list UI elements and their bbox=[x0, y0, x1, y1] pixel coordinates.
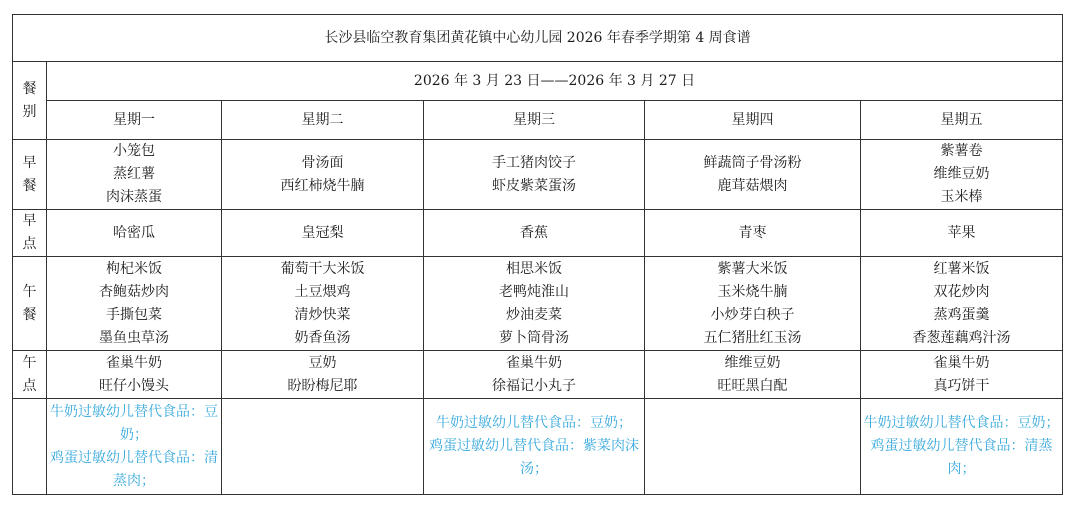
menu-cell-morning-snack-monday bbox=[47, 210, 222, 257]
menu-cell-lunch-friday bbox=[861, 257, 1063, 351]
menu-cell-morning-snack-tuesday bbox=[222, 210, 424, 257]
allergy-note-text: 牛奶过敏幼儿替代食品：豆奶； bbox=[50, 403, 218, 443]
meal-label-char: 午 bbox=[22, 354, 37, 371]
meal-label-lunch bbox=[13, 257, 47, 351]
meal-row-lunch bbox=[13, 257, 1063, 351]
meal-label-char: 点 bbox=[22, 377, 37, 394]
dish-item: 肉沫蒸蛋 bbox=[106, 189, 162, 205]
menu-cell-afternoon-snack-wednesday bbox=[424, 351, 645, 399]
dish-item: 香葱莲藕鸡汁汤 bbox=[912, 329, 1011, 346]
dish-item: 奶香鱼汤 bbox=[294, 329, 351, 346]
day-header-monday: 星期一 bbox=[47, 101, 222, 140]
menu-title: 长沙县临空教育集团黄花镇中心幼儿园 2026 年春季学期第 4 周食谱 bbox=[13, 15, 1063, 62]
meal-row-morning-snack bbox=[13, 210, 1063, 257]
day-header-wednesday: 星期三 bbox=[424, 101, 645, 140]
category-header-char: 餐 bbox=[22, 80, 37, 97]
menu-cell-lunch-wednesday bbox=[424, 257, 645, 351]
allergy-note-text: 牛奶过敏幼儿替代食品：豆奶； bbox=[436, 415, 632, 431]
dish-item: 青枣 bbox=[738, 224, 767, 241]
meal-label-char: 餐 bbox=[22, 306, 37, 323]
dish-item: 鲜蔬筒子骨汤粉 bbox=[703, 154, 802, 171]
weekly-menu-table bbox=[12, 14, 1063, 495]
dish-item: 西红柿烧牛腩 bbox=[280, 177, 365, 194]
dish-item: 豆奶 bbox=[308, 354, 337, 371]
dish-item: 雀巢牛奶 bbox=[933, 354, 990, 371]
dish-item: 玉米烧牛腩 bbox=[717, 283, 788, 300]
dish-item: 虾皮紫菜蛋汤 bbox=[492, 177, 576, 194]
dish-item: 皇冠梨 bbox=[301, 224, 344, 241]
dish-item: 真巧饼干 bbox=[933, 377, 990, 394]
dish-item: 双花炒肉 bbox=[933, 283, 990, 300]
menu-cell-lunch-monday bbox=[47, 257, 222, 351]
allergy-note-wednesday bbox=[424, 399, 645, 495]
dish-item: 蒸鸡蛋羹 bbox=[933, 306, 990, 323]
allergy-notes-row bbox=[13, 399, 1063, 495]
menu-cell-breakfast-monday bbox=[47, 140, 222, 210]
meal-row-afternoon-snack bbox=[13, 351, 1063, 399]
dish-item: 手工猪肉饺子 bbox=[492, 154, 576, 171]
meal-rows bbox=[13, 140, 1063, 399]
dish-item: 蒸红薯 bbox=[113, 166, 155, 182]
dish-item: 盼盼梅尼耶 bbox=[287, 377, 358, 394]
menu-cell-morning-snack-wednesday bbox=[424, 210, 645, 257]
menu-cell-morning-snack-thursday bbox=[645, 210, 861, 257]
dish-item: 骨汤面 bbox=[301, 154, 344, 171]
meal-label-char: 餐 bbox=[22, 177, 37, 194]
meal-label-char: 早 bbox=[22, 154, 37, 171]
meal-label-char: 午 bbox=[22, 283, 37, 300]
dish-item: 五仁猪肚红玉汤 bbox=[703, 329, 802, 346]
dish-item: 维维豆奶 bbox=[724, 354, 781, 371]
dish-item: 雀巢牛奶 bbox=[506, 354, 562, 371]
menu-cell-breakfast-thursday bbox=[645, 140, 861, 210]
menu-cell-afternoon-snack-monday bbox=[47, 351, 222, 399]
menu-cell-afternoon-snack-friday bbox=[861, 351, 1063, 399]
allergy-note-thursday bbox=[645, 399, 861, 495]
dish-item: 枸杞米饭 bbox=[106, 260, 162, 277]
dish-item: 旺仔小馒头 bbox=[99, 377, 169, 394]
allergy-note-friday bbox=[861, 399, 1063, 495]
allergy-note-text: 牛奶过敏幼儿替代食品：豆奶； bbox=[863, 415, 1060, 431]
meal-label-morning-snack bbox=[13, 210, 47, 257]
allergy-note-text: 鸡蛋过敏幼儿替代食品：紫菜肉沫汤； bbox=[429, 438, 639, 477]
dish-item: 墨鱼虫草汤 bbox=[99, 329, 169, 346]
dish-item: 土豆煨鸡 bbox=[294, 283, 351, 300]
category-header-char: 别 bbox=[22, 103, 37, 120]
day-header-tuesday: 星期二 bbox=[222, 101, 424, 140]
menu-cell-afternoon-snack-tuesday bbox=[222, 351, 424, 399]
dish-item: 玉米棒 bbox=[940, 189, 983, 205]
dish-item: 紫薯卷 bbox=[940, 143, 983, 159]
menu-cell-lunch-thursday bbox=[645, 257, 861, 351]
dish-item: 香蕉 bbox=[520, 224, 548, 241]
dish-item: 小笼包 bbox=[113, 143, 155, 159]
menu-cell-breakfast-tuesday bbox=[222, 140, 424, 210]
menu-cell-lunch-tuesday bbox=[222, 257, 424, 351]
dish-item: 手撕包菜 bbox=[106, 306, 162, 323]
menu-cell-breakfast-wednesday bbox=[424, 140, 645, 210]
dish-item: 老鸭炖淮山 bbox=[499, 283, 569, 300]
meal-row-breakfast bbox=[13, 140, 1063, 210]
allergy-note-text: 鸡蛋过敏幼儿替代食品：清蒸肉； bbox=[870, 438, 1053, 477]
notes-label-cell bbox=[13, 399, 47, 495]
meal-label-breakfast bbox=[13, 140, 47, 210]
allergy-note-text: 鸡蛋过敏幼儿替代食品：清蒸肉； bbox=[50, 449, 218, 489]
allergy-note-tuesday bbox=[222, 399, 424, 495]
dish-item: 相思米饭 bbox=[506, 260, 562, 277]
allergy-note-monday bbox=[47, 399, 222, 495]
dish-item: 葡萄干大米饭 bbox=[280, 260, 365, 277]
menu-cell-breakfast-friday bbox=[861, 140, 1063, 210]
day-header-friday: 星期五 bbox=[861, 101, 1063, 140]
dish-item: 旺旺黑白配 bbox=[717, 377, 788, 394]
date-range: 2026 年 3 月 23 日——2026 年 3 月 27 日 bbox=[47, 62, 1063, 101]
dish-item: 红薯米饭 bbox=[933, 260, 990, 277]
meal-label-char: 早 bbox=[22, 213, 37, 229]
dish-item: 哈密瓜 bbox=[113, 224, 155, 241]
category-header-cell bbox=[13, 62, 47, 140]
dish-item: 炒油麦菜 bbox=[506, 306, 562, 323]
dish-item: 苹果 bbox=[947, 224, 976, 241]
dish-item: 清炒快菜 bbox=[294, 306, 351, 323]
dish-item: 小炒芽白秧子 bbox=[710, 306, 795, 323]
dish-item: 萝卜筒骨汤 bbox=[499, 329, 569, 346]
menu-cell-morning-snack-friday bbox=[861, 210, 1063, 257]
dish-item: 维维豆奶 bbox=[933, 166, 990, 182]
dish-item: 徐福记小丸子 bbox=[492, 377, 576, 394]
day-header-thursday: 星期四 bbox=[645, 101, 861, 140]
menu-cell-afternoon-snack-thursday bbox=[645, 351, 861, 399]
meal-label-afternoon-snack bbox=[13, 351, 47, 399]
dish-item: 杏鲍菇炒肉 bbox=[99, 283, 169, 300]
meal-label-char: 点 bbox=[22, 236, 37, 252]
dish-item: 鹿茸菇煨肉 bbox=[717, 177, 788, 194]
dish-item: 紫薯大米饭 bbox=[717, 260, 788, 277]
dish-item: 雀巢牛奶 bbox=[106, 354, 162, 371]
